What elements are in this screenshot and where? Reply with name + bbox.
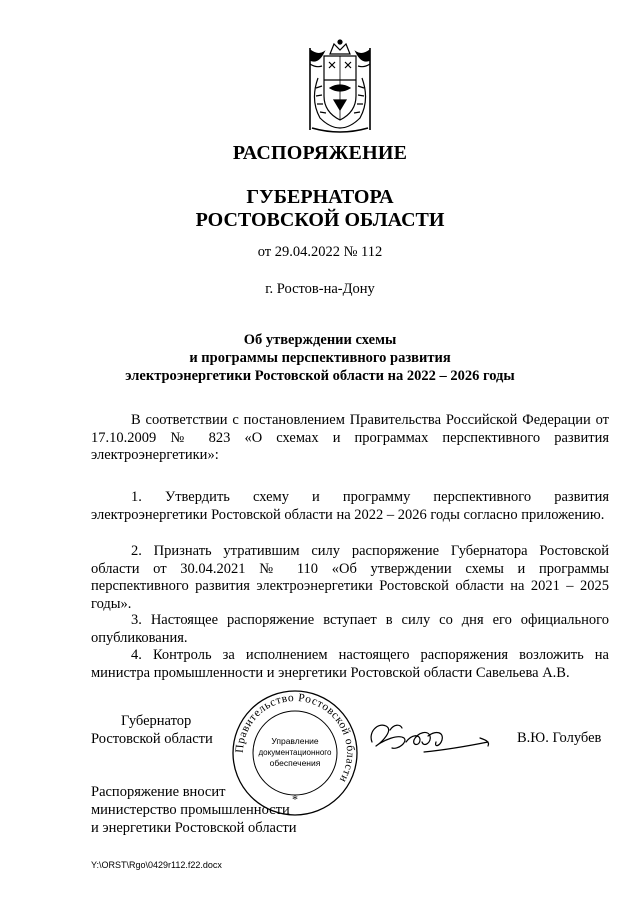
- subject-line-1: Об утверждении схемы: [243, 332, 397, 348]
- stamp-star: *: [292, 792, 298, 806]
- city: г. Ростов-на-Дону: [265, 281, 375, 297]
- stamp-center-line-3: обеспечения: [269, 758, 321, 768]
- submitter-line-1: Распоряжение вносит: [91, 784, 226, 800]
- file-path: Y:\ORST\Rgo\0429r112.f22.docx: [91, 860, 222, 870]
- stamp-center-line-1: Управление: [271, 736, 319, 746]
- issuer-line-2: РОСТОВСКОЙ ОБЛАСТИ: [195, 209, 445, 231]
- subject-line-3: электроэнергетики Ростовской области на 2022 – 2026 годы: [125, 368, 515, 384]
- item-3-paragraph: 3. Настоящее распоряжение вступает в силу со дня его официального опубликования.: [91, 612, 609, 646]
- issuer: [0, 186, 640, 232]
- item-2-paragraph: 2. Признать утратившим силу распоряжение Губернатора Ростовской области от 30.04.2021 № 110 «Об утверждении схемы и программы перспективного развития электроэнергетики Ростовской области на 2021 – 2025 годы».: [91, 543, 609, 612]
- signatory-name: В.Ю. Голубев: [517, 730, 602, 746]
- document-subject: [0, 331, 640, 385]
- preamble-paragraph: В соответствии с постановлением Правительства Российской Федерации от 17.10.2009 № 823 «О схемах и программах перспективного развития электроэнергетики»:: [91, 412, 609, 463]
- stamp-ring-text: Правительство Ростовской области: [233, 691, 357, 785]
- signatory-role: [91, 712, 213, 748]
- submitter-line-2: министерство промышленности: [91, 802, 290, 818]
- subject-line-2: и программы перспективного развития: [189, 350, 451, 366]
- submitter-line-3: и энергетики Ростовской области: [91, 820, 297, 836]
- date-number: от 29.04.2022 № 112: [257, 244, 383, 260]
- item-4-paragraph: 4. Контроль за исполнением настоящего распоряжения возложить на министра промышленности и энергетики Ростовской области Савельева А.В.: [91, 647, 609, 681]
- signatory-role-line-2: Ростовской области: [91, 731, 213, 747]
- stamp-center-line-2: документационного: [258, 748, 332, 757]
- signatory-role-line-1: Губернатор: [121, 713, 192, 729]
- coat-of-arms-icon: [296, 38, 384, 136]
- item-1-paragraph: 1. Утвердить схему и программу перспективного развития электроэнергетики Ростовской области на 2022 – 2026 годы согласно приложению.: [91, 489, 609, 523]
- document-type: РАСПОРЯЖЕНИЕ: [232, 142, 408, 164]
- issuer-line-1: ГУБЕРНАТОРА: [246, 186, 394, 208]
- submitter-block: [91, 783, 297, 837]
- handwritten-signature: [364, 712, 496, 764]
